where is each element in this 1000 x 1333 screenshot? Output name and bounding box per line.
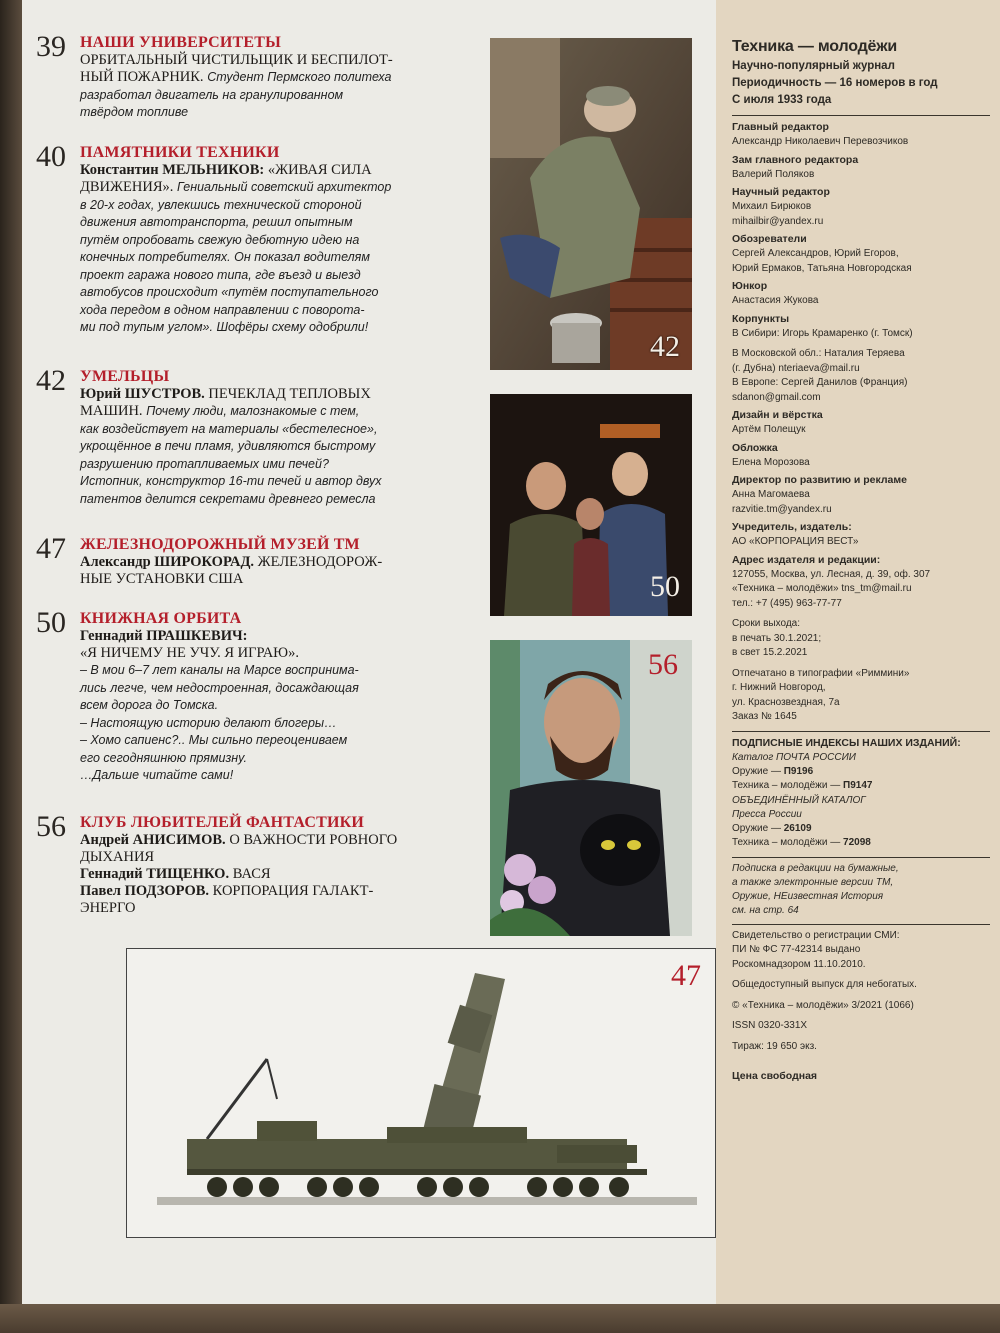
railway-gun-illustration <box>126 948 716 1238</box>
subscription-note: Оружие, НЕизвестная История <box>732 890 884 902</box>
magazine-page <box>22 0 1000 1333</box>
staff-role: Дизайн и вёрстка <box>732 409 823 421</box>
subscription-index: Оружие — П9196 <box>732 765 814 777</box>
photo-page-number: 42 <box>650 330 680 363</box>
staff-name: Сергей Александров, Юрий Егоров, <box>732 248 899 259</box>
toc-description-line: разработал двигатель на гранулированном <box>80 87 344 102</box>
toc-description-line: проект гаража нового типа, где въезд и выезд <box>80 267 361 282</box>
divider <box>732 115 990 116</box>
address-line: 127055, Москва, ул. Лесная, д. 39, оф. 307 <box>732 568 931 580</box>
staff-name: Елена Морозова <box>732 456 810 468</box>
dates-line: Сроки выхода: <box>732 618 800 629</box>
toc-page-number: 42 <box>36 364 66 397</box>
staff-role: Юнкор <box>732 280 768 292</box>
toc-entry-line: Андрей АНИСИМОВ. О ВАЖНОСТИ РОВНОГО <box>80 832 398 848</box>
staff-role: Директор по развитию и рекламе <box>732 474 907 486</box>
toc-description-line: автобусов происходит «путём поступательного <box>80 285 379 299</box>
publisher-name: АО «КОРПОРАЦИЯ ВЕСТ» <box>732 536 859 547</box>
staff-role: Учредитель, издатель: <box>732 521 852 533</box>
bureau-line: В Европе: Сергей Данилов (Франция) <box>732 377 908 388</box>
toc-author-line: Александр ШИРОКОРАД. ЖЕЛЕЗНОДОРОЖ- <box>80 554 383 570</box>
toc-entry-40 <box>36 140 500 337</box>
toc-description-line: хода передом в одном направлении с поворота- <box>80 302 365 317</box>
toc-description-line: всем дорога до Томска. <box>80 698 219 712</box>
divider <box>732 731 990 732</box>
copyright-line: © «Техника – молодёжи» 3/2021 (1066) <box>732 999 914 1011</box>
toc-description-line: разрушению протапливаемых ими печей? <box>80 456 329 471</box>
address-line: тел.: +7 (495) 963-77-77 <box>732 597 842 609</box>
staff-email: mihailbir@yandex.ru <box>732 215 824 227</box>
staff-role: Корпункты <box>732 312 790 325</box>
toc-description-line: патентов делится секретами древнего ремесла <box>80 491 376 506</box>
staff-name: Александр Николаевич Перевозчиков <box>732 136 909 147</box>
photo-author-with-cat <box>490 640 692 936</box>
toc-title-line: «Я НИЧЕМУ НЕ УЧУ. Я ИГРАЮ». <box>80 645 299 661</box>
toc-rubric: КНИЖНАЯ ОРБИТА <box>80 610 242 627</box>
address-line: «Техника – молодёжи» tns_tm@mail.ru <box>732 583 912 594</box>
page-edge-shadow <box>0 0 22 1333</box>
catalog-name: Каталог ПОЧТА РОССИИ <box>732 751 856 763</box>
toc-description-line: ми под тупым углом». Шофёры схему одобрили! <box>80 320 369 334</box>
dates-line: в печать 30.1.2021; <box>732 632 822 644</box>
divider <box>732 857 990 858</box>
subscription-note: Подписка в редакции на бумажные, <box>732 862 899 874</box>
toc-entry-42 <box>36 364 500 508</box>
toc-description-line: его сегодняшнюю прямизну. <box>80 750 248 765</box>
subscription-index: Техника – молодёжи — П9147 <box>732 780 873 791</box>
toc-author-line: Юрий ШУСТРОВ. ПЕЧЕКЛАД ТЕПЛОВЫХ <box>80 386 371 402</box>
divider <box>732 924 990 925</box>
toc-page-number: 40 <box>36 140 66 173</box>
staff-name: Юрий Ермаков, Татьяна Новгородская <box>732 262 912 274</box>
toc-description-line: как воздействует на материалы «бестелесное», <box>80 421 378 436</box>
toc-title-line: НЫЙ ПОЖАРНИК. Студент Пермского политеха <box>80 69 392 85</box>
toc-rubric: ПАМЯТНИКИ ТЕХНИКИ <box>80 144 280 161</box>
toc-description-line: – Хомо сапиенс?.. Мы сильно переоцениваем <box>80 733 348 747</box>
staff-role: Обложка <box>732 441 778 454</box>
toc-description-line: движения автотранспорта, решил опытным <box>80 215 353 229</box>
toc-description-line: укрощённое в печи пламя, удивляются быстрому <box>80 439 376 453</box>
staff-role: Научный редактор <box>732 186 830 198</box>
photo-night-gathering <box>490 394 692 616</box>
staff-role: Зам главного редактора <box>732 153 859 166</box>
registration-line: Роскомнадзором 11.10.2010. <box>732 958 866 970</box>
magazine-periodicity: Периодичность — 16 номеров в год <box>732 77 938 89</box>
toc-entry-line: Павел ПОДЗОРОВ. КОРПОРАЦИЯ ГАЛАКТ- <box>80 883 374 899</box>
table-surface <box>0 1304 1000 1333</box>
toc-description-line: в 20-х годах, увлекшись технической стороной <box>80 197 362 212</box>
toc-rubric: КЛУБ ЛЮБИТЕЛЕЙ ФАНТАСТИКИ <box>80 814 365 831</box>
circulation-line: Тираж: 19 650 экз. <box>732 1040 817 1052</box>
toc-description-line: …Дальше читайте сами! <box>80 768 234 782</box>
photo-page-number: 50 <box>650 570 680 603</box>
photo-page-number: 56 <box>648 648 678 681</box>
toc-entry-line: ДЫХАНИЯ <box>80 849 155 865</box>
bureau-line: sdanon@gmail.com <box>732 391 821 403</box>
toc-description-line: – В мои 6–7 лет каналы на Марсе воспринима- <box>80 663 359 677</box>
staff-email: razvitie.tm@yandex.ru <box>732 503 832 515</box>
staff-name: Михаил Бирюков <box>732 201 812 212</box>
misc-line: Общедоступный выпуск для небогатых. <box>732 979 917 990</box>
toc-page-number: 47 <box>36 532 66 565</box>
magazine-title: Техника — молодёжи <box>732 38 898 55</box>
staff-name: Анна Магомаева <box>732 489 810 500</box>
staff-role: Адрес издателя и редакции: <box>732 553 881 566</box>
staff-role: Главный редактор <box>732 121 829 133</box>
bureau-line: В Московской обл.: Наталия Теряева <box>732 348 905 359</box>
staff-name: Валерий Поляков <box>732 168 815 180</box>
toc-description-line: конечных потребителях. Он показал водителям <box>80 250 370 264</box>
print-line: ул. Краснозвездная, 7а <box>732 696 840 708</box>
illustration-page-number: 47 <box>671 959 701 992</box>
magazine-since: С июля 1933 года <box>732 94 832 106</box>
toc-entry-47 <box>36 532 500 588</box>
toc-description-line: лись легче, чем недостроенная, досаждающая <box>80 680 359 695</box>
subscription-index: Оружие — 26109 <box>732 822 812 834</box>
catalog-name: ОБЪЕДИНЁННЫЙ КАТАЛОГ <box>732 794 866 806</box>
print-line: Отпечатано в типографии «Риммини» <box>732 667 910 679</box>
toc-description-line: – Настоящую историю делают блогеры… <box>80 715 337 730</box>
toc-title-line: ДВИЖЕНИЯ». Гениальный советский архитектор <box>80 179 392 195</box>
toc-author-line: Геннадий ПРАШКЕВИЧ: <box>80 628 248 644</box>
magazine-subtitle: Научно-популярный журнал <box>732 60 895 72</box>
subscription-note: а также электронные версии ТМ, <box>732 876 894 888</box>
photo-stove-builder <box>490 38 692 370</box>
toc-rubric: НАШИ УНИВЕРСИТЕТЫ <box>80 34 282 51</box>
staff-list <box>732 120 990 611</box>
subscription-index: Техника – молодёжи — 72098 <box>732 837 871 848</box>
toc-entry-56 <box>36 810 500 917</box>
toc-title-line: МАШИН. Почему люди, малознакомые с тем, <box>80 403 360 419</box>
staff-name: Артём Полещук <box>732 424 806 435</box>
toc-page-number: 39 <box>36 30 66 63</box>
masthead-sidebar <box>716 0 1000 1304</box>
toc-page-number: 56 <box>36 810 66 843</box>
subscription-heading: ПОДПИСНЫЕ ИНДЕКСЫ НАШИХ ИЗДАНИЙ: <box>732 736 961 749</box>
toc-entry-line: ЭНЕРГО <box>80 900 136 916</box>
toc-page-number: 50 <box>36 606 66 639</box>
toc-title-line: ОРБИТАЛЬНЫЙ ЧИСТИЛЬЩИК И БЕСПИЛОТ- <box>80 52 393 68</box>
registration-line: Свидетельство о регистрации СМИ: <box>732 929 900 941</box>
spacer <box>732 1060 990 1066</box>
bureau-line: В Сибири: Игорь Крамаренко (г. Томск) <box>732 327 913 339</box>
toc-entry-50 <box>36 606 500 785</box>
toc-entry-line: Геннадий ТИЩЕНКО. ВАСЯ <box>80 866 271 882</box>
print-line: г. Нижний Новгород, <box>732 682 826 693</box>
staff-name: Анастасия Жукова <box>732 295 819 306</box>
toc-description-line: Истопник, конструктор 16-ти печей и автор двух <box>80 474 382 488</box>
toc-description-line: твёрдом топливе <box>80 105 189 119</box>
toc-title-line: НЫЕ УСТАНОВКИ США <box>80 571 244 587</box>
staff-role: Обозреватели <box>732 233 807 245</box>
bureau-line: (г. Дубна) nteriaeva@mail.ru <box>732 362 860 374</box>
toc-rubric: ЖЕЛЕЗНОДОРОЖНЫЙ МУЗЕЙ ТМ <box>80 536 360 553</box>
toc-description-line: путём опробовать свежую дебютную идею на <box>80 232 360 247</box>
print-line: Заказ № 1645 <box>732 711 797 722</box>
toc-entry-39 <box>36 30 500 122</box>
catalog-name: Пресса России <box>732 808 802 820</box>
registration-line: ПИ № ФС 77-42314 выдано <box>732 944 861 955</box>
subscription-note: см. на стр. 64 <box>732 904 799 916</box>
toc-rubric: УМЕЛЬЦЫ <box>80 368 170 385</box>
toc-author-line: Константин МЕЛЬНИКОВ: «ЖИВАЯ СИЛА <box>80 162 372 178</box>
price-line: Цена свободная <box>732 1070 818 1082</box>
dates-line: в свет 15.2.2021 <box>732 647 808 658</box>
issn-line: ISSN 0320-331X <box>732 1020 808 1031</box>
